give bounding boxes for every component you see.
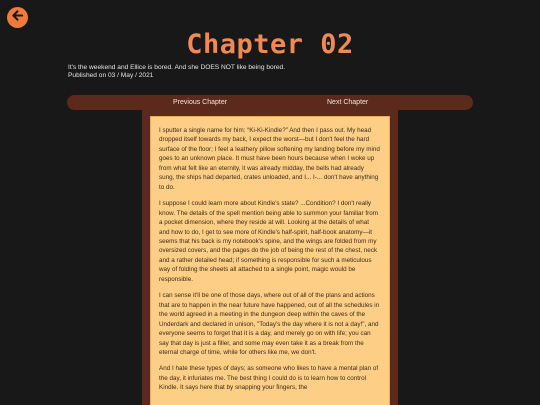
chapter-subtitle: It's the weekend and Ellice is bored. And she DOES NOT like being bored. xyxy=(68,64,286,71)
chapter-paragraph: I can sense it'll be one of those days, where out of all of the plans and actions that are to happen in the near future have happened, out of all the schedules in the world agreed in a meeting in the dungeon deep within the caves of the Underdark and declared in unison, "Today's the day where it is not a day!", and everyone seems to forget that it is a day, and merely go on with life; you can say that day is just a filler, and some may even take it as a break from the eternal charge of time, while for others like me, we don't. xyxy=(159,292,380,356)
back-button[interactable] xyxy=(7,7,28,28)
chapter-page-frame xyxy=(142,110,398,405)
arrow-left-icon xyxy=(11,9,24,27)
chapter-paragraph: I sputter a single name for him: “Ki-Ki-Kindle?” And then I pass out. My head dropped itself towards my back, I expect the worst—but I don't feel the hard surface of the floor; I feel a leathery pillow softening my landing before my mind goes to an unknown place. It must have been hours because when I woke up from what felt like an eternity, it was already midday, the bells had already sung, the ships had departed, crates unloaded, and I... I-... don't have anything to do. xyxy=(159,127,380,191)
chapter-title: Chapter 02 xyxy=(186,29,354,60)
previous-chapter-link[interactable]: Previous Chapter xyxy=(173,99,228,106)
published-date: Published on 03 / May / 2021 xyxy=(68,72,154,79)
chapter-nav-bar xyxy=(67,95,473,110)
chapter-paragraph: And I hate these types of days; as someone who likes to have a mental plan of the day, it infuriates me. The best thing I could do is to learn how to control Kindle. It says here that by snapping your fingers, the xyxy=(159,365,379,392)
chapter-content xyxy=(150,116,390,405)
chapter-paragraph: I suppose I could learn more about Kindle's state? ...Condition? I don't really know. The details of the spell mention being able to summon your familiar from a pocket dimension, where they reside at will. Looking at the details of what and how to do, I get to see more of Kindle's half-spirit, half-book anatomy—it seems that his back is my notebook's spine, and the wings are folded from my oversized covers, and the pages do the job of being the rest of the chest, neck and a rather detailed head; if something is responsible for such a meticulous way of folding the sheets all attached to a single point, magic would be responsible. xyxy=(159,200,378,283)
next-chapter-link[interactable]: Next Chapter xyxy=(327,99,369,106)
